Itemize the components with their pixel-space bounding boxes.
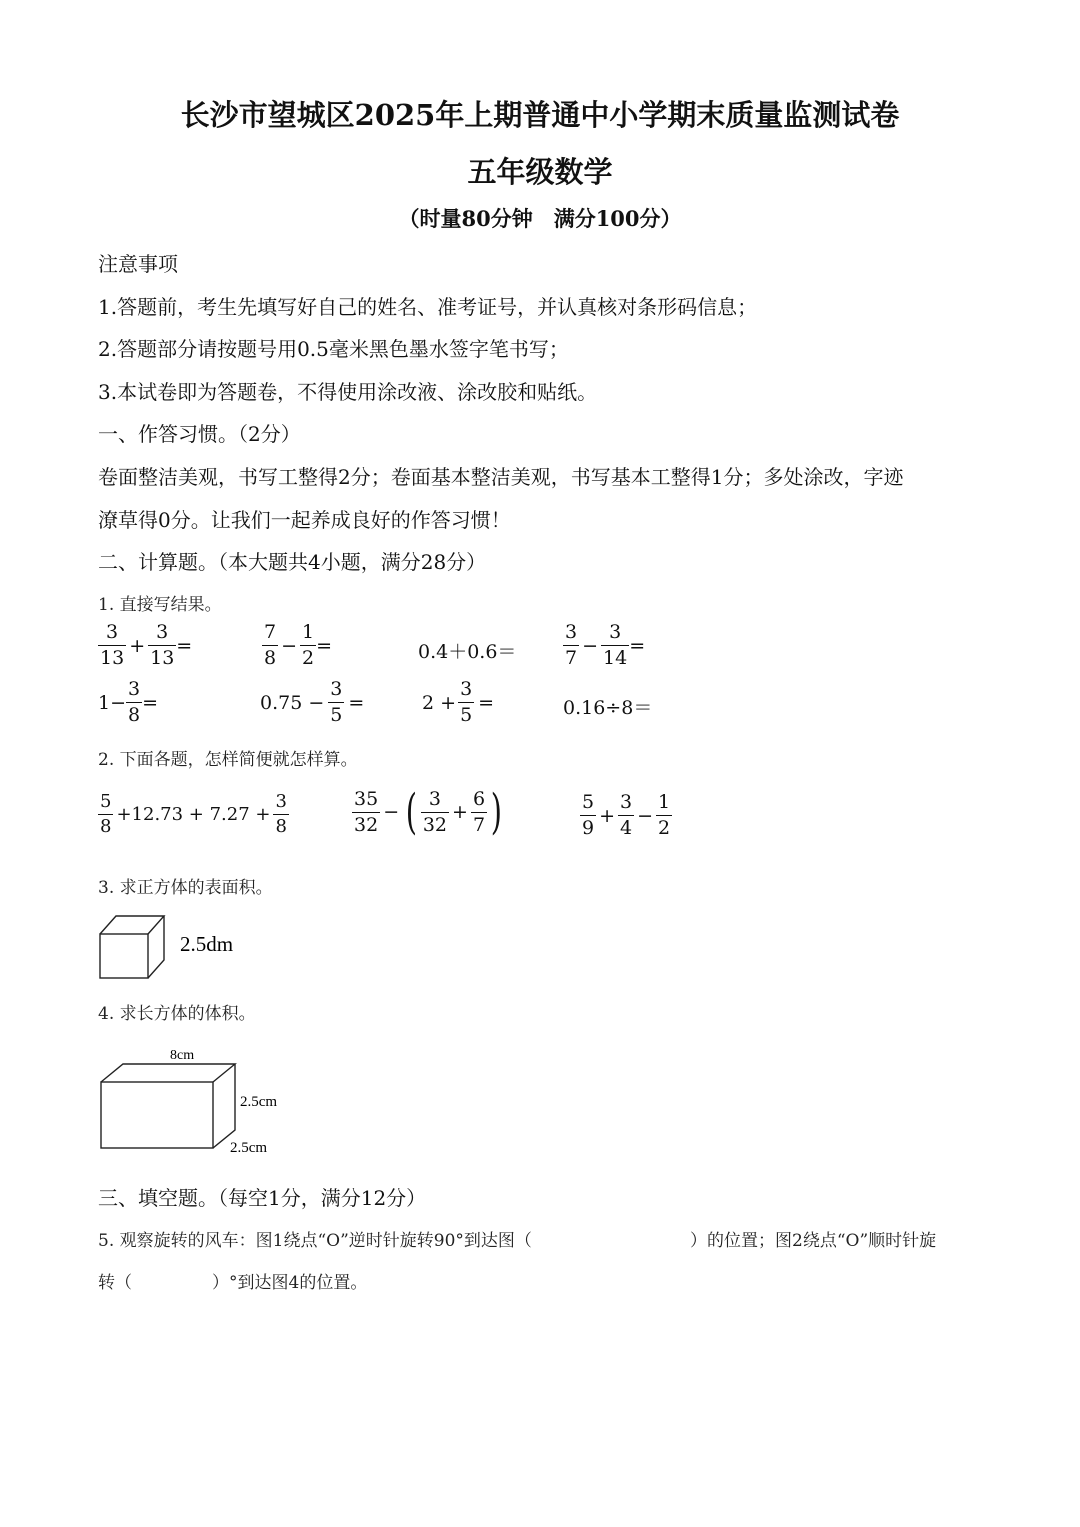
cube-figure [96,912,256,982]
section1-text-line2: 潦草得0分。让我们一起养成良好的作答习惯！ [98,508,511,532]
q1-expr-3: 0.4＋0.6＝ [418,641,517,663]
section3-heading: 三、填空题。（每空1分，满分12分） [98,1186,427,1210]
q5-line2-end: ）°到达图4的位置。 [212,1273,368,1293]
q1-expr-5: 1− $\frac{3}{8}$ = [98,678,159,726]
section1-text-line1: 卷面整洁美观，书写工整得2分；卷面基本整洁美观，书写基本工整得1分；多处涂改，字迹 [98,465,904,489]
section2-heading: 二、计算题。（本大题共4小题，满分28分） [98,550,487,574]
q2-expr-2: $\frac{35}{32}$ − ( $\frac{3}{32}$ + $\frac{6}{7}$ ) [354,784,503,840]
q1-expr-1: $\frac{3}{13}$ + $\frac{3}{13}$ = [100,621,193,669]
cuboid-figure [96,1040,306,1160]
q5-line2-start: 转（ [98,1273,132,1293]
q1-expr-8: 0.16÷8＝ [563,697,653,719]
q1-expr-2: $\frac{7}{8}$ − $\frac{1}{2}$ = [264,621,333,669]
cuboid-width-label: 2.5cm [230,1140,268,1156]
q1-expr-4: $\frac{3}{7}$ − $\frac{3}{14}$ = [565,621,646,669]
q5-line1-end: ）的位置；图2绕点“O”顺时针旋 [690,1231,937,1251]
q2-prompt: 2. 下面各题，怎样简便就怎样算。 [98,750,358,770]
exam-subtitle: 五年级数学 [467,155,613,189]
q2-expr-3: $\frac{5}{9}$ + $\frac{3}{4}$ − $\frac{1}{2}$ [582,791,671,839]
q2-expr-1: $\frac{5}{8}$ +12.73 + 7.27 + $\frac{3}{8}$ [100,791,287,837]
q4-prompt: 4. 求长方体的体积。 [98,1004,256,1024]
section1-heading: 一、作答习惯。（2分） [98,422,301,446]
q5-line1-start: 5. 观察旋转的风车：图1绕点“O”逆时针旋转90°到达图（ [98,1231,532,1251]
note-item-1: 1.答题前，考生先填写好自己的姓名、准考证号，并认真核对条形码信息； [98,295,758,319]
q1-expr-6: 0.75 − $\frac{3}{5}$ = [260,678,365,726]
exam-meta: （时量80分钟 满分100分） [398,206,682,231]
note-item-2: 2.答题部分请按题号用0.5毫米黑色墨水签字笔书写； [98,337,569,361]
cuboid-height-label: 2.5cm [240,1094,278,1110]
q1-expr-7: 2 + $\frac{3}{5}$ = [422,678,495,726]
cube-edge-label: 2.5dm [180,932,234,956]
q3-prompt: 3. 求正方体的表面积。 [98,878,273,898]
q1-prompt: 1. 直接写结果。 [98,595,222,615]
note-item-3: 3.本试卷即为答题卷，不得使用涂改液、涂改胶和贴纸。 [98,380,598,404]
cuboid-length-label: 8cm [170,1048,195,1063]
notes-heading: 注意事项 [98,252,178,276]
exam-title: 长沙市望城区2025年上期普通中小学期末质量监测试卷 [180,98,900,132]
